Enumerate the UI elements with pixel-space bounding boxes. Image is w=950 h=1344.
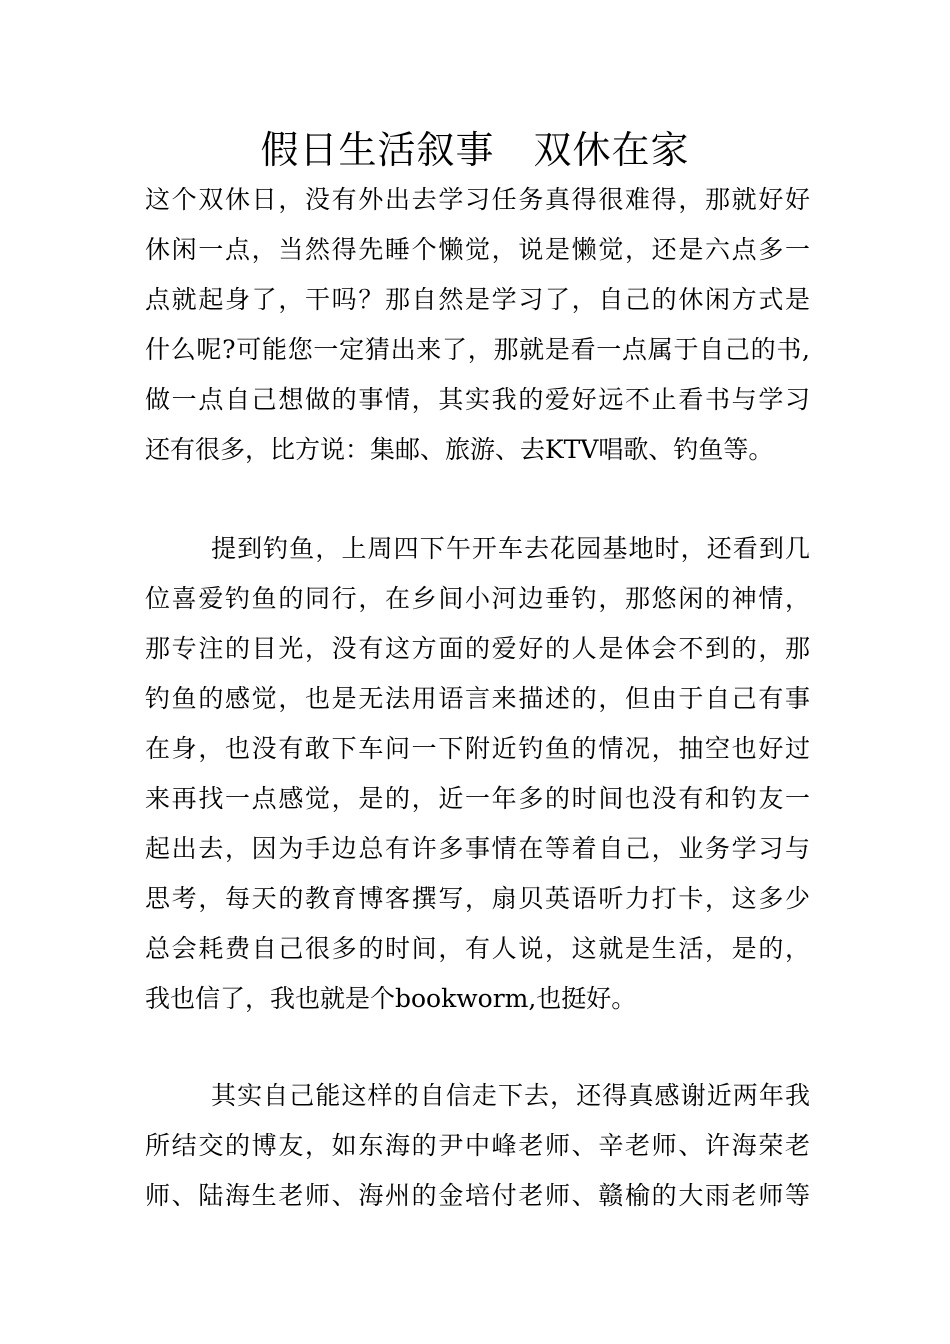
document-title: 假日生活叙事 双休在家	[260, 128, 690, 172]
paragraph-line: 提到钓鱼，上周四下午开车去花园基地时，还看到几	[211, 534, 810, 563]
paragraph-line: 来再找一点感觉，是的，近一年多的时间也没有和钓友一	[145, 784, 810, 813]
paragraph-line: 休闲一点，当然得先睡个懒觉，说是懒觉，还是六点多一	[145, 235, 810, 264]
paragraph-line: 师、陆海生老师、海州的金培付老师、赣榆的大雨老师等	[145, 1181, 810, 1210]
paragraph-line: 那专注的目光，没有这方面的爱好的人是体会不到的，那	[145, 634, 810, 663]
paragraph-line: 我也信了，我也就是个bookworm,也挺好。	[145, 984, 637, 1013]
paragraph-line: 所结交的博友，如东海的尹中峰老师、辛老师、许海荣老	[145, 1131, 810, 1160]
paragraph-line: 什么呢?可能您一定猜出来了，那就是看一点属于自己的书,	[145, 335, 810, 364]
paragraph-line: 思考，每天的教育博客撰写，扇贝英语听力打卡，这多少	[145, 884, 810, 913]
paragraph-line: 起出去，因为手边总有许多事情在等着自己，业务学习与	[145, 834, 810, 863]
paragraph-line: 其实自己能这样的自信走下去，还得真感谢近两年我	[211, 1081, 810, 1110]
paragraph-line: 在身，也没有敢下车问一下附近钓鱼的情况，抽空也好过	[145, 734, 810, 763]
paragraph-line: 做一点自己想做的事情，其实我的爱好远不止看书与学习	[145, 385, 810, 414]
paragraph-line: 位喜爱钓鱼的同行，在乡间小河边垂钓，那悠闲的神情，	[145, 584, 810, 613]
paragraph-line: 钓鱼的感觉，也是无法用语言来描述的，但由于自己有事	[145, 684, 810, 713]
paragraph-line: 还有很多，比方说：集邮、旅游、去KTV唱歌、钓鱼等。	[145, 435, 774, 464]
paragraph-line: 点就起身了，干吗？那自然是学习了，自己的休闲方式是	[145, 285, 810, 314]
paragraph-line: 这个双休日，没有外出去学习任务真得很难得，那就好好	[145, 185, 810, 214]
paragraph-line: 总会耗费自己很多的时间，有人说，这就是生活，是的，	[145, 934, 810, 963]
